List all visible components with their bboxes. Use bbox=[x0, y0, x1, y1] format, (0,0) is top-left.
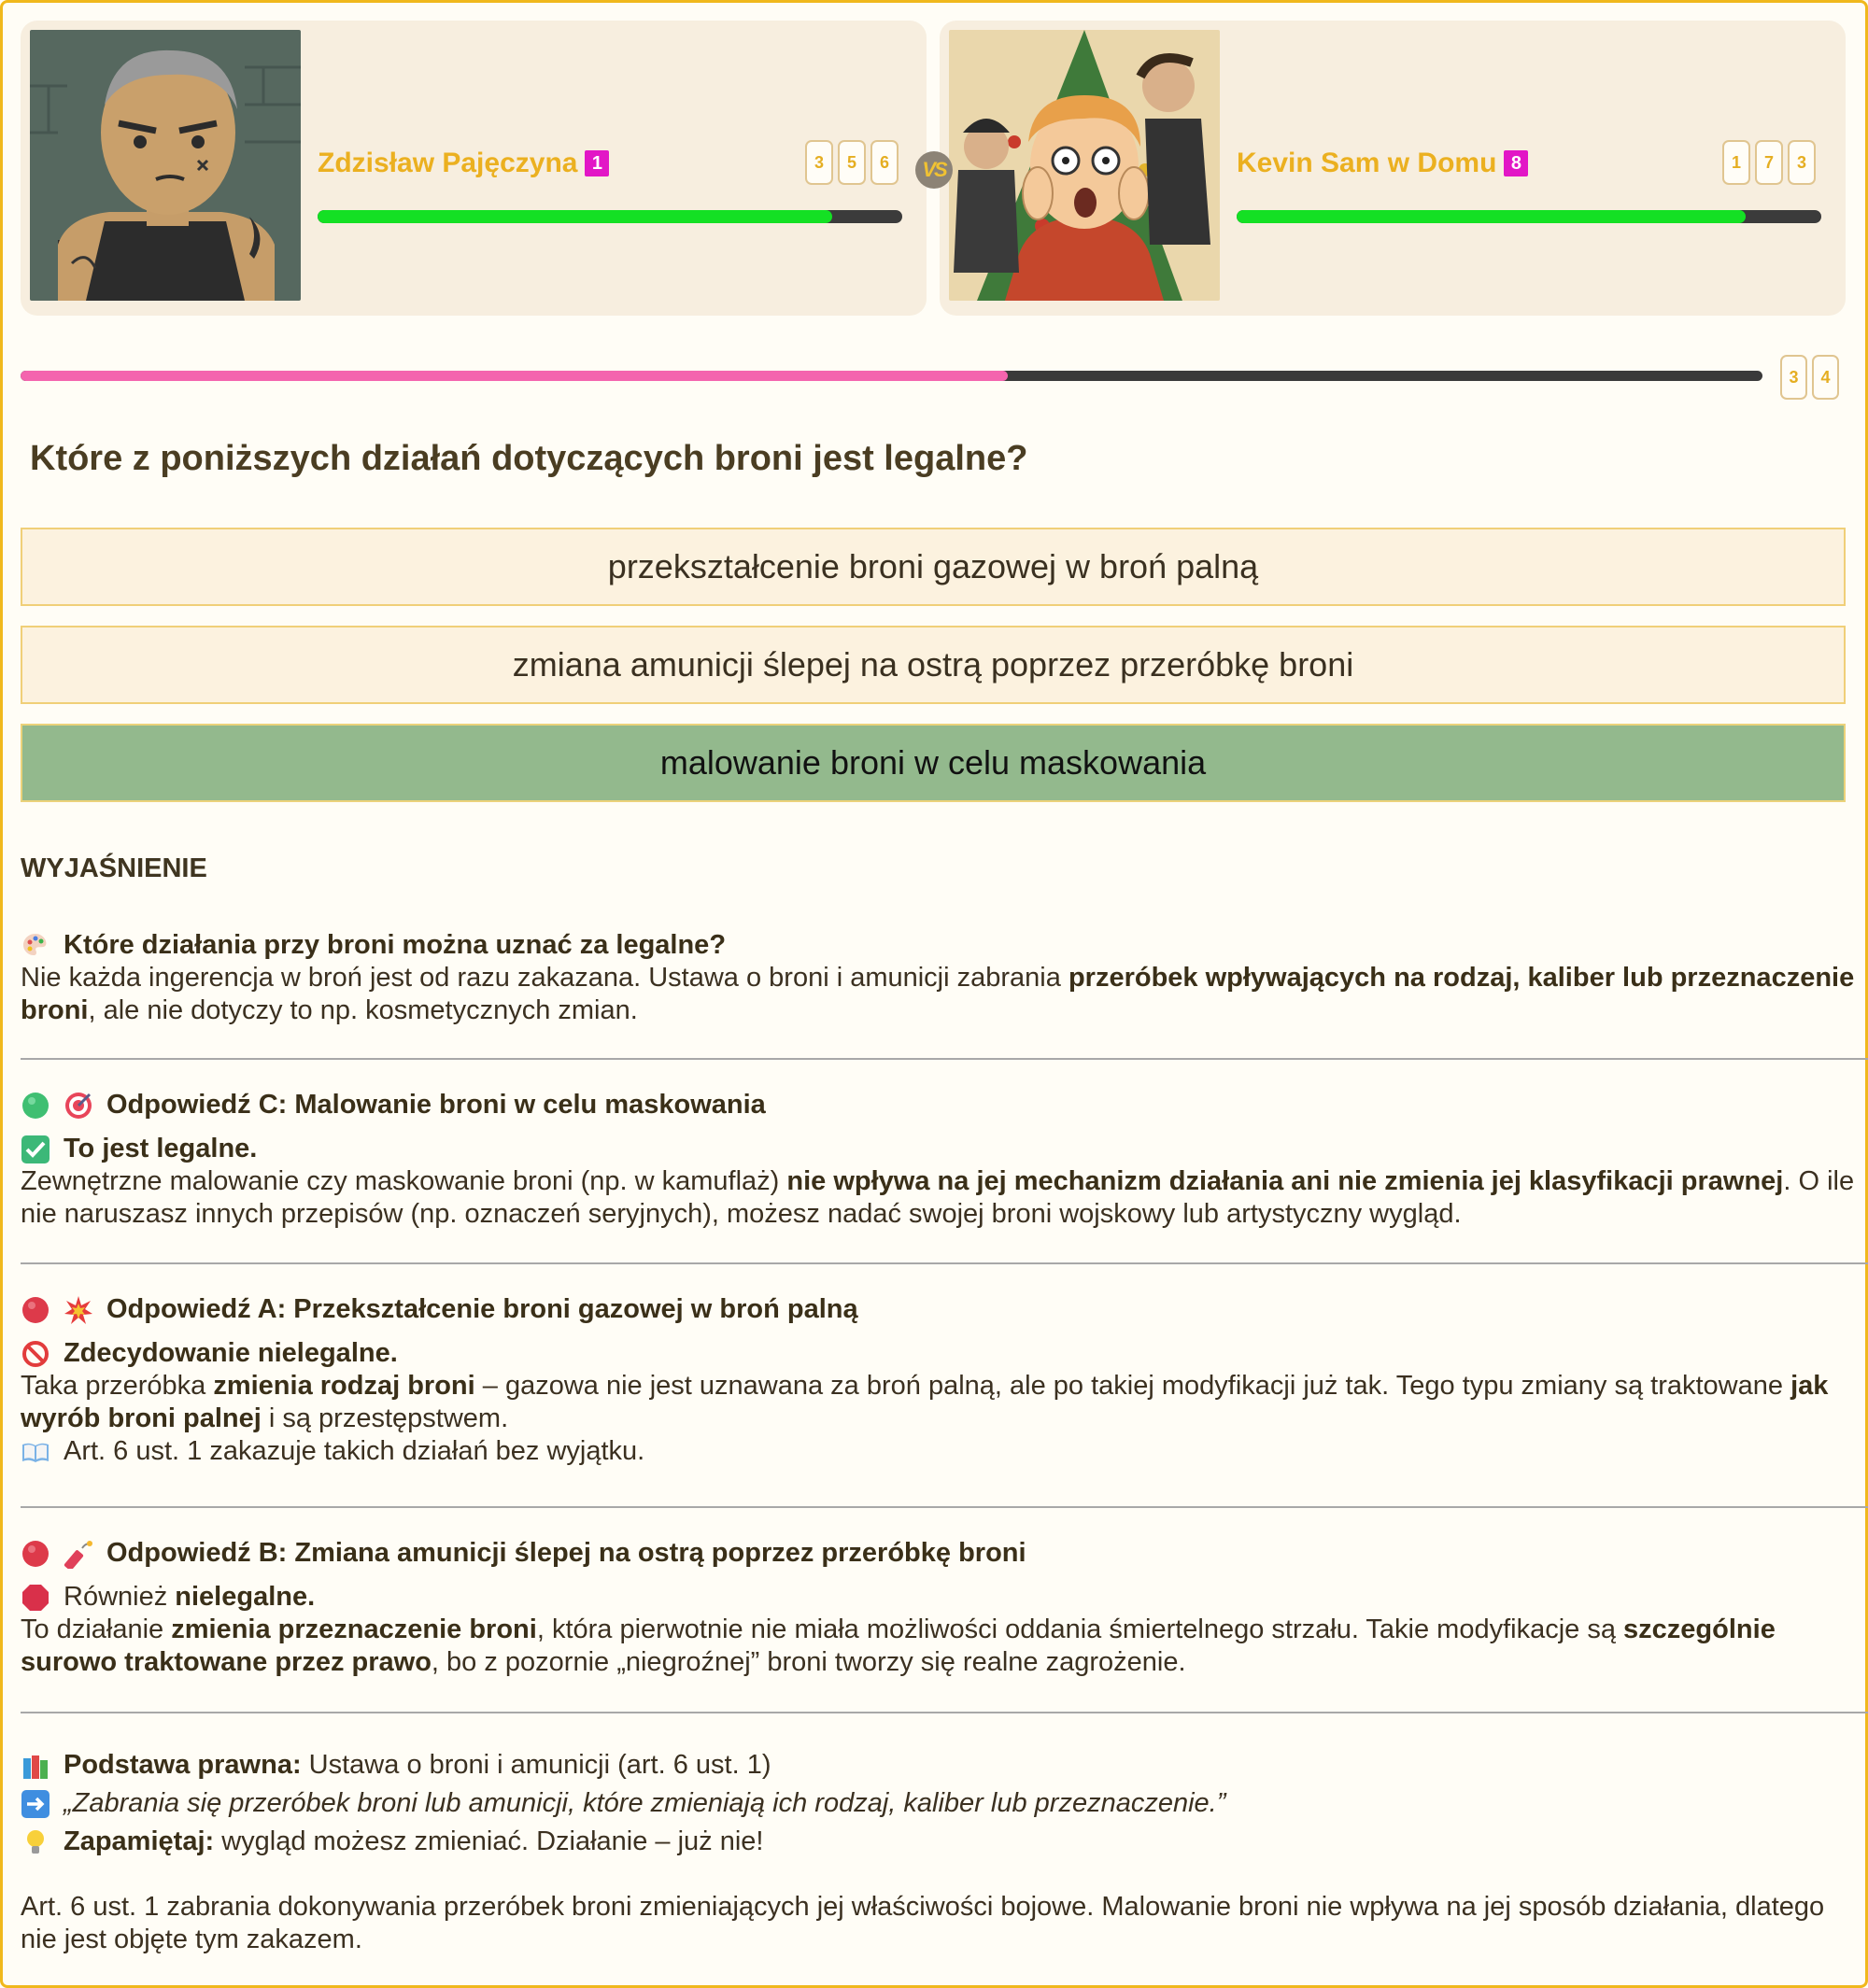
player-name-1 bbox=[318, 148, 609, 179]
law-quote: „Zabrania się przeróbek broni lub amunicji, które zmieniają ich rodzaj, kaliber lub przeznaczenie.” bbox=[64, 1788, 1226, 1818]
red-circle-icon bbox=[21, 1295, 50, 1325]
player-card-1 bbox=[21, 21, 927, 316]
section-body: To działanie zmienia przeznaczenie broni, która pierwotnie nie miała możliwości oddania śmiertelnego strzału. Takie modyfikacje są szczególnie surowo traktowane przez prawo, bo z pozornie „niegroźnej” broni tworzy się realne zagrożenie. bbox=[21, 1614, 1776, 1677]
section-title: Odpowiedź B: Zmiana amunicji ślepej na ostrą poprzez przeróbkę broni bbox=[106, 1538, 1026, 1568]
player-avatar-1 bbox=[30, 30, 301, 301]
divider bbox=[21, 1712, 1868, 1713]
score-digit: 1 bbox=[1722, 140, 1750, 185]
answer-option-c[interactable] bbox=[21, 724, 1846, 802]
verdict: Zdecydowanie nielegalne. bbox=[64, 1338, 398, 1368]
player-score-2 bbox=[1722, 140, 1816, 185]
player-health-bar-1 bbox=[318, 210, 902, 223]
light-bulb-icon bbox=[21, 1827, 50, 1857]
section-body: Taka przeróbka zmienia rodzaj broni – gazowa nie jest uznawana za broń palną, ale po takiej modyfikacji już tak. Tego typu zmiany są traktowane jak wyrób broni palnej i są przestępstwem. bbox=[21, 1371, 1829, 1433]
remember-label: Zapamiętaj: bbox=[64, 1826, 215, 1856]
answer-option-a[interactable] bbox=[21, 528, 1846, 606]
player-card-2 bbox=[940, 21, 1846, 316]
score-digit: 3 bbox=[805, 140, 833, 185]
explanation-answer-b bbox=[21, 1537, 1856, 1679]
stop-sign-icon bbox=[21, 1583, 50, 1613]
legal-basis-label: Podstawa prawna: bbox=[64, 1750, 302, 1780]
quiz-progress-bar bbox=[21, 371, 1762, 381]
explanation-heading: WYJAŚNIENIE bbox=[21, 853, 207, 883]
counter-digit: 4 bbox=[1812, 355, 1839, 400]
quiz-progress-fill bbox=[21, 371, 1008, 381]
legal-basis-text: Ustawa o broni i amunicji (art. 6 ust. 1) bbox=[301, 1750, 771, 1780]
red-circle-icon bbox=[21, 1539, 50, 1569]
score-digit: 7 bbox=[1755, 140, 1783, 185]
divider bbox=[21, 1506, 1868, 1508]
legal-note: Art. 6 ust. 1 zakazuje takich działań bez wyjątku. bbox=[64, 1436, 645, 1466]
verdict: To jest legalne. bbox=[64, 1134, 258, 1163]
section-title: Odpowiedź C: Malowanie broni w celu maskowania bbox=[106, 1090, 766, 1120]
player-health-bar-2 bbox=[1237, 210, 1821, 223]
answer-label: malowanie broni w celu maskowania bbox=[659, 743, 1207, 782]
player-level-badge-2: 8 bbox=[1504, 150, 1528, 176]
answer-label: zmiana amunicji ślepej na ostrą poprzez przeróbkę broni bbox=[512, 645, 1354, 684]
remember-text: wygląd możesz zmieniać. Działanie – już nie! bbox=[214, 1826, 764, 1856]
explanation-answer-a bbox=[21, 1293, 1856, 1468]
player-level-badge-1: 1 bbox=[585, 150, 609, 176]
palette-icon bbox=[21, 931, 50, 961]
explanation-intro bbox=[21, 929, 1856, 1027]
firecracker-icon bbox=[64, 1539, 93, 1569]
verdict: nielegalne. bbox=[175, 1582, 316, 1612]
section-body: Nie każda ingerencja w broń jest od razu zakazana. Ustawa o broni i amunicji zabrania przeróbek wpływających na rodzaj, kaliber lub przeznaczenie broni, ale nie dotyczy to np. kosmetycznych zmian. bbox=[21, 963, 1855, 1025]
player-avatar-2 bbox=[949, 30, 1220, 301]
books-icon bbox=[21, 1751, 50, 1781]
counter-digit: 3 bbox=[1780, 355, 1807, 400]
player-health-fill-2 bbox=[1237, 210, 1746, 223]
answer-label: przekształcenie broni gazowej w broń palną bbox=[607, 547, 1259, 585]
section-title: Które działania przy broni można uznać za legalne? bbox=[64, 930, 727, 960]
score-digit: 6 bbox=[870, 140, 899, 185]
divider bbox=[21, 1262, 1868, 1264]
explanation-summary: Art. 6 ust. 1 zabrania dokonywania przeróbek broni zmieniających jej właściwości bojowe. Malowanie broni nie wpływa na jej sposób działania, dlatego nie jest objęte tym zakazem. bbox=[21, 1892, 1825, 1954]
divider bbox=[21, 1058, 1868, 1060]
question-counter bbox=[1780, 355, 1839, 400]
target-icon bbox=[64, 1091, 93, 1121]
prohibited-icon bbox=[21, 1339, 50, 1369]
player-name-text-1: Zdzisław Pajęczyna bbox=[318, 148, 578, 178]
player-score-1 bbox=[805, 140, 899, 185]
player-name-text-2: Kevin Sam w Domu bbox=[1237, 148, 1497, 178]
score-digit: 3 bbox=[1788, 140, 1816, 185]
right-arrow-icon bbox=[21, 1789, 50, 1819]
versus-badge: VS bbox=[915, 151, 953, 189]
open-book-icon bbox=[21, 1437, 50, 1467]
explanation-legal-basis bbox=[21, 1746, 1856, 1861]
verdict-prefix: Również bbox=[64, 1582, 168, 1612]
question-text: Które z poniższych działań dotyczących broni jest legalne? bbox=[30, 439, 1028, 478]
green-circle-icon bbox=[21, 1091, 50, 1121]
explosion-icon bbox=[64, 1295, 93, 1325]
section-title: Odpowiedź A: Przekształcenie broni gazowej w broń palną bbox=[106, 1294, 858, 1324]
player-name-2 bbox=[1237, 148, 1528, 179]
check-mark-icon bbox=[21, 1135, 50, 1164]
section-body: Zewnętrzne malowanie czy maskowanie broni (np. w kamuflaż) nie wpływa na jej mechanizm działania ani nie zmienia jej klasyfikacji prawnej. O ile nie naruszasz innych przepisów (np. oznaczeń seryjnych), możesz nadać swojej broni wojskowy lub artystyczny wygląd. bbox=[21, 1166, 1855, 1229]
score-digit: 5 bbox=[838, 140, 866, 185]
explanation-answer-c bbox=[21, 1089, 1856, 1231]
answer-option-b[interactable] bbox=[21, 626, 1846, 704]
player-health-fill-1 bbox=[318, 210, 832, 223]
